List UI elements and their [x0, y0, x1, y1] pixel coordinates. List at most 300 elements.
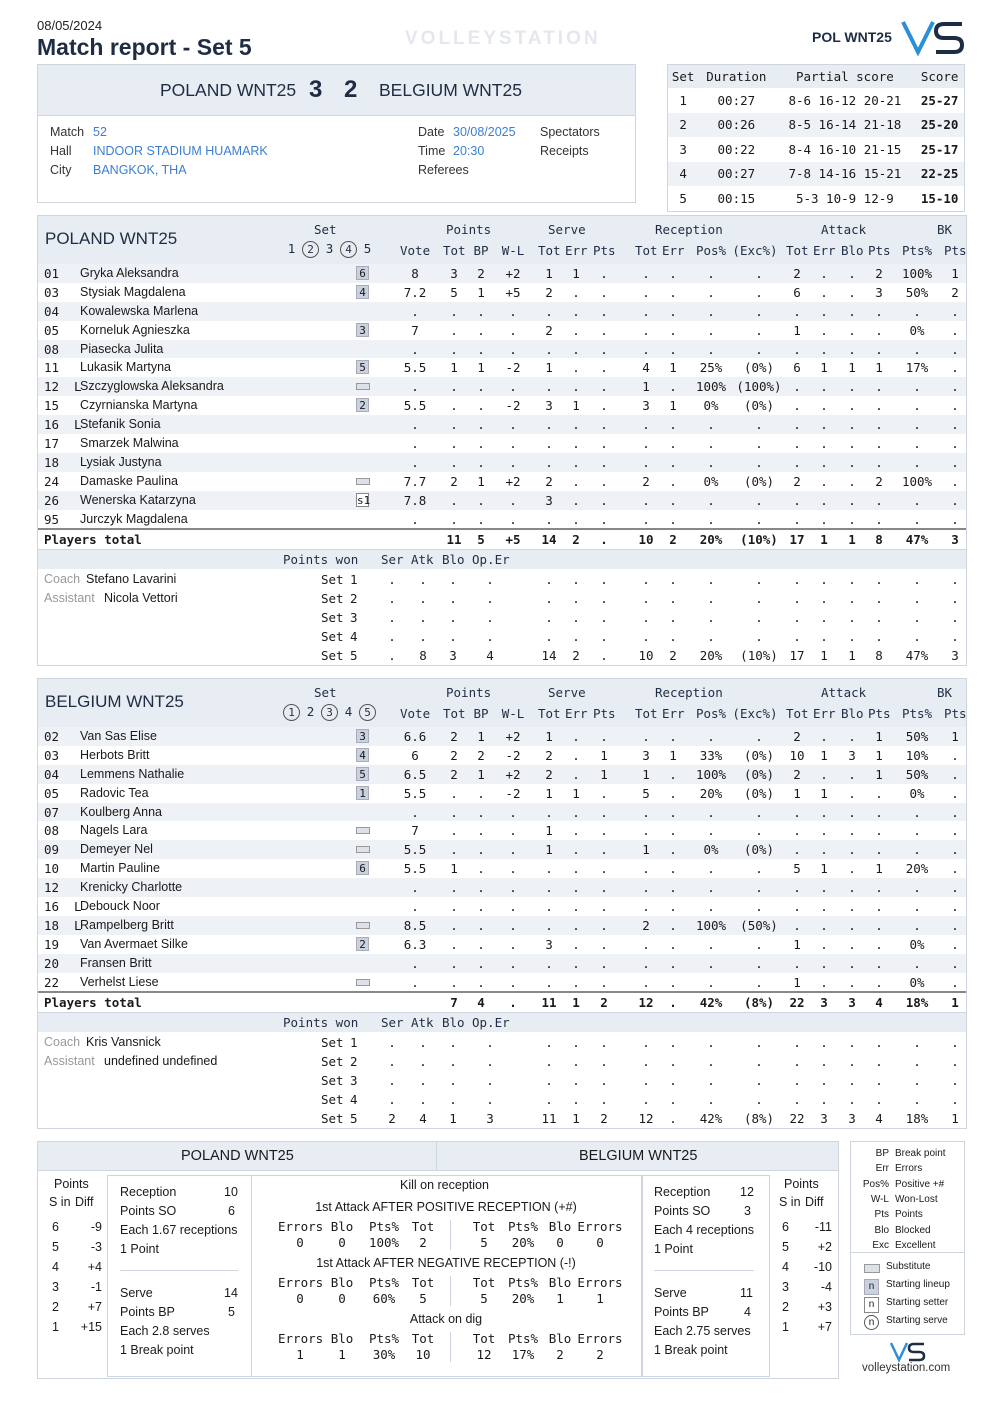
points-won-header — [38, 550, 966, 569]
stat-cell: . — [951, 303, 959, 319]
stat-cell: . — [600, 322, 608, 338]
stat-cell: . — [600, 899, 608, 915]
stat-cell: 3 — [545, 936, 553, 952]
points-bp-label: Points BP — [654, 1305, 709, 1319]
stat-cell: (0%) — [743, 785, 775, 801]
legend-desc: Won-Lost — [895, 1193, 938, 1205]
stat-cell: . — [600, 266, 608, 281]
stat-cell: . — [951, 379, 959, 395]
stat-cell: 2 — [545, 473, 553, 489]
stat-cell: . — [820, 379, 828, 395]
stat-cell: . — [509, 804, 517, 820]
set-index: 1 — [350, 1035, 358, 1051]
stat-cell: 4 — [642, 360, 650, 376]
stat-cell: . — [572, 729, 580, 744]
stat-cell: . — [951, 322, 959, 338]
set-stat-cell: 17 — [789, 648, 805, 664]
set-label: Set — [321, 1092, 344, 1108]
total-cell: 22 — [789, 995, 805, 1011]
set-duration: 00:26 — [698, 113, 774, 138]
set-stat-cell: . — [913, 1092, 921, 1108]
set-pw-cell: . — [449, 1035, 457, 1051]
set-stat-cell: (10%) — [740, 648, 778, 664]
stat-cell: 6 — [411, 747, 419, 763]
rotation-diff: +4 — [87, 1260, 102, 1274]
kill-header: Pts% — [507, 1331, 539, 1346]
player-name: Lysiak Justyna — [80, 454, 162, 469]
player-row — [38, 396, 966, 415]
stat-cell: . — [600, 974, 608, 990]
stat-cell: . — [411, 899, 419, 915]
stat-cell: . — [509, 436, 517, 452]
stat-cell: . — [913, 398, 921, 414]
stat-cell: . — [848, 823, 856, 839]
set-number: 3 — [321, 704, 338, 721]
sub-header: Pts — [944, 706, 967, 721]
kill-header: Errors — [278, 1219, 324, 1234]
kill-value: 0 — [338, 1291, 346, 1306]
stat-cell: . — [755, 436, 763, 452]
stat-cell: . — [913, 379, 921, 395]
stat-cell: 5 — [793, 861, 801, 877]
set-stat-cell: . — [669, 1073, 677, 1089]
starting-position: 2 — [356, 398, 369, 412]
player-row — [38, 472, 966, 491]
set-stat-cell: . — [707, 1035, 715, 1051]
sub-header: BP — [473, 243, 489, 258]
stat-cell: 1 — [669, 360, 677, 376]
stat-cell: . — [600, 492, 608, 508]
stat-cell: . — [755, 492, 763, 508]
set-stat-cell: . — [951, 1092, 959, 1108]
stat-cell: . — [600, 379, 608, 395]
hall-label: Hall — [50, 144, 72, 158]
stat-cell: . — [545, 899, 553, 915]
points-bp-value: 5 — [228, 1305, 235, 1319]
kill-value: 0 — [556, 1235, 564, 1250]
stat-cell: . — [477, 955, 485, 971]
stat-cell: . — [642, 454, 650, 470]
stat-cell: 5.5 — [403, 398, 427, 414]
stat-cell: . — [755, 899, 763, 915]
stat-cell: . — [848, 880, 856, 896]
stat-cell: . — [642, 322, 650, 338]
stat-cell: . — [820, 492, 828, 508]
stat-cell: . — [951, 766, 959, 782]
stat-cell: 0% — [909, 322, 925, 338]
set-number: 5 — [359, 704, 376, 721]
total-cell: (10%) — [740, 532, 778, 548]
stat-cell: . — [793, 341, 801, 357]
set-stat-cell: . — [848, 591, 856, 607]
bk-header: BK — [937, 222, 953, 237]
stat-cell: 50% — [905, 729, 929, 744]
starting-position: 3 — [356, 323, 369, 337]
player-number: 12 — [44, 880, 60, 896]
kill-header: Blo — [548, 1275, 572, 1290]
stat-cell: . — [951, 785, 959, 801]
set-pw-cell: . — [486, 1035, 494, 1051]
date-label: Date — [418, 125, 445, 139]
stat-cell: . — [600, 842, 608, 858]
substitute-marker-icon — [864, 1264, 880, 1273]
kill-header: Tot — [472, 1275, 496, 1290]
set-label: Set — [321, 572, 344, 588]
stat-cell: 5.5 — [403, 360, 427, 376]
set-number-header — [359, 241, 376, 256]
player-name: Szczyglowska Aleksandra — [80, 379, 224, 394]
each-reception: Each 1.67 receptions — [120, 1223, 238, 1237]
stat-cell: . — [600, 955, 608, 971]
sub-header: Tot — [443, 706, 466, 721]
starting-position: 6 — [356, 266, 369, 280]
stat-cell: 20% — [699, 785, 723, 801]
set-number: 5 — [679, 190, 687, 206]
starting-position: 5 — [356, 767, 369, 781]
reception-header: Reception — [655, 222, 723, 237]
stat-cell: . — [707, 899, 715, 915]
stat-cell: . — [755, 322, 763, 338]
stat-cell: . — [572, 955, 580, 971]
op-err-label: Op.Er — [472, 552, 510, 568]
players-total-row — [38, 528, 966, 550]
player-row — [38, 954, 966, 973]
legend-abbr: BP — [875, 1148, 889, 1159]
stat-cell: . — [600, 729, 608, 744]
stat-cell: +5 — [505, 284, 521, 300]
stat-cell: 2 — [450, 747, 458, 763]
stat-cell: . — [477, 511, 485, 527]
stat-cell: 1 — [450, 360, 458, 376]
kill-header: Blo — [330, 1331, 354, 1346]
player-row — [38, 510, 966, 529]
set-pw-cell: . — [449, 572, 457, 588]
sub-header: Err — [565, 243, 588, 258]
player-name: Lukasik Martyna — [80, 360, 172, 375]
set-pw-cell: . — [388, 1054, 396, 1070]
libero-flag: L — [74, 917, 82, 933]
set-stat-cell: 1 — [572, 1111, 580, 1127]
stat-cell: . — [755, 804, 763, 820]
sub-header: Tot — [786, 706, 809, 721]
stat-cell: . — [450, 936, 458, 952]
stat-cell: 3 — [545, 398, 553, 414]
set-pw-cell: . — [486, 1073, 494, 1089]
set-stat-cell: . — [642, 572, 650, 588]
set-stat-cell: . — [820, 610, 828, 626]
player-row — [38, 821, 966, 840]
stat-cell: . — [875, 303, 883, 319]
total-cell: . — [509, 995, 517, 1011]
set-index: 2 — [350, 1054, 358, 1070]
stat-cell: . — [509, 303, 517, 319]
sub-header: Vote — [400, 706, 431, 721]
team-code: POL WNT25 — [812, 29, 892, 45]
total-cell: 1 — [951, 995, 959, 1011]
total-cell: 17 — [789, 532, 805, 548]
total-cell: 8 — [875, 532, 883, 548]
player-number: 09 — [44, 842, 60, 858]
stat-cell: 5 — [642, 785, 650, 801]
set-number: 3 — [679, 141, 687, 157]
stat-cell: . — [707, 511, 715, 527]
stat-cell: . — [411, 511, 419, 527]
legend-desc: Break point — [895, 1148, 946, 1159]
sub-header: Err — [813, 243, 836, 258]
player-number: 05 — [44, 322, 60, 338]
stat-cell: 1 — [875, 360, 883, 376]
stat-cell: . — [755, 974, 763, 990]
total-cell: 47% — [905, 532, 929, 548]
set-stat-cell: . — [820, 572, 828, 588]
sub-header: Tot — [538, 706, 561, 721]
stat-cell: . — [707, 823, 715, 839]
stat-cell: . — [848, 729, 856, 744]
legend-abbr: Blo — [874, 1224, 889, 1236]
kill-value: 1 — [556, 1291, 564, 1306]
points-so-label: Points SO — [654, 1204, 711, 1218]
stat-cell: 33% — [699, 747, 723, 763]
kill-header: Errors — [278, 1331, 324, 1346]
kill-value: 1 — [596, 1291, 604, 1306]
stat-cell: . — [793, 880, 801, 896]
rotation-number: 4 — [52, 1260, 59, 1274]
stat-cell: . — [450, 511, 458, 527]
team-name: POLAND WNT25 — [45, 229, 178, 248]
stat-cell: . — [820, 917, 828, 933]
player-name: Korneluk Agnieszka — [80, 322, 190, 337]
stat-cell: . — [642, 341, 650, 357]
stat-cell: . — [509, 417, 517, 433]
stat-cell: . — [642, 729, 650, 744]
stat-cell: 6.5 — [403, 766, 427, 782]
stat-cell: 3 — [875, 284, 883, 300]
stat-cell: . — [600, 284, 608, 300]
stat-cell: 1 — [951, 266, 959, 281]
set-stat-cell: . — [875, 1092, 883, 1108]
stat-cell: . — [477, 917, 485, 933]
legend-abbr: Err — [875, 1163, 889, 1175]
sub-header: Pts — [868, 243, 891, 258]
stat-cell: . — [545, 955, 553, 971]
player-row — [38, 453, 966, 472]
player-row — [38, 765, 966, 784]
team-section — [37, 215, 967, 666]
stat-cell: 2 — [450, 473, 458, 489]
stat-cell: . — [572, 974, 580, 990]
stat-cell: . — [545, 511, 553, 527]
rotation-diff: -4 — [820, 1280, 832, 1294]
player-row — [38, 935, 966, 954]
legend-abbr: Pos% — [862, 1178, 889, 1190]
stat-cell: . — [951, 473, 959, 489]
substitute-marker — [356, 922, 370, 929]
stat-cell: . — [572, 303, 580, 319]
stat-cell: 1 — [477, 473, 485, 489]
set-index: 3 — [350, 1073, 358, 1089]
stat-cell: (0%) — [743, 747, 775, 763]
set-stat-cell: . — [600, 591, 608, 607]
set-number: 4 — [340, 241, 357, 258]
stat-cell: . — [669, 266, 677, 281]
set-stat-cell: . — [572, 1054, 580, 1070]
stat-cell: 5.5 — [403, 785, 427, 801]
stat-cell: . — [545, 880, 553, 896]
stat-cell: . — [477, 303, 485, 319]
stat-cell: 0% — [703, 473, 719, 489]
kill-value: 10 — [415, 1347, 431, 1362]
stat-cell: 5.5 — [403, 861, 427, 877]
set-score: 15-10 — [920, 190, 959, 206]
set-pw-cell: . — [419, 1092, 427, 1108]
player-number: 19 — [44, 936, 60, 952]
stat-cell: . — [600, 936, 608, 952]
kill-header: Blo — [548, 1219, 572, 1234]
set-number-header — [340, 704, 357, 719]
legend-marker-label: Starting lineup — [886, 1279, 950, 1290]
stat-cell: . — [600, 417, 608, 433]
stat-cell: 1 — [820, 747, 828, 763]
kill-block-divider — [450, 1332, 451, 1362]
stat-cell: . — [600, 473, 608, 489]
set-pw-cell: . — [419, 591, 427, 607]
stat-cell: . — [411, 341, 419, 357]
stat-cell: . — [411, 804, 419, 820]
stat-cell: . — [572, 861, 580, 877]
player-number: 07 — [44, 804, 60, 820]
player-number: 24 — [44, 473, 60, 489]
legend-marker-label: Starting setter — [886, 1297, 949, 1308]
set-stat-cell: . — [875, 629, 883, 645]
stat-cell: . — [600, 511, 608, 527]
player-row — [38, 264, 966, 283]
stat-cell: . — [848, 284, 856, 300]
stat-cell: . — [669, 861, 677, 877]
stat-cell: . — [669, 974, 677, 990]
assistant-name: Nicola Vettori — [104, 591, 178, 606]
stat-cell: . — [820, 303, 828, 319]
stat-cell: . — [913, 899, 921, 915]
stat-cell: . — [755, 823, 763, 839]
stat-cell: . — [707, 880, 715, 896]
stat-cell: 3 — [545, 492, 553, 508]
stat-cell: 0% — [909, 974, 925, 990]
rotation-diff: +15 — [80, 1320, 102, 1334]
set-stat-cell: . — [793, 1054, 801, 1070]
set-stat-cell: . — [669, 610, 677, 626]
stat-cell: . — [820, 341, 828, 357]
stat-cell: . — [848, 322, 856, 338]
legend-marker-label: Starting serve — [886, 1315, 948, 1326]
stat-cell: . — [600, 436, 608, 452]
points-won-label: Points won — [283, 552, 359, 568]
stat-cell: . — [572, 511, 580, 527]
stat-cell: 6 — [793, 360, 801, 376]
match-label: Match — [50, 125, 85, 139]
stat-cell: . — [707, 454, 715, 470]
kill-block-title: Attack on dig — [409, 1312, 483, 1326]
set-pw-cell: 8 — [419, 648, 427, 664]
kill-value: 2 — [556, 1347, 564, 1362]
set-pw-cell: . — [388, 572, 396, 588]
stat-cell: . — [669, 842, 677, 858]
kill-block-title: 1st Attack AFTER NEGATIVE RECEPTION (-!) — [316, 1256, 576, 1270]
stat-cell: 8 — [411, 266, 419, 281]
stat-cell: 50% — [905, 766, 929, 782]
stat-cell: 0% — [703, 842, 719, 858]
rotation-number: 3 — [52, 1280, 59, 1294]
stat-cell: . — [848, 379, 856, 395]
stat-cell: 1 — [848, 360, 856, 376]
player-row — [38, 434, 966, 453]
rotation-diff: +7 — [817, 1320, 832, 1334]
total-cell: 2 — [600, 995, 608, 1011]
summary-header — [38, 1142, 838, 1171]
stat-cell: . — [572, 322, 580, 338]
set-duration: 00:27 — [717, 92, 756, 108]
stat-cell: 1 — [477, 284, 485, 300]
rotation-number: 5 — [782, 1240, 789, 1254]
stat-cell: . — [669, 454, 677, 470]
stat-cell: . — [477, 842, 485, 858]
stat-cell: . — [669, 322, 677, 338]
set-stat-cell: . — [793, 610, 801, 626]
stat-cell: . — [707, 303, 715, 319]
stat-cell: . — [669, 785, 677, 801]
stat-cell: 1 — [545, 266, 553, 281]
set-stat-cell: . — [669, 629, 677, 645]
player-row — [38, 321, 966, 340]
set-number: 2 — [306, 704, 315, 719]
sub-header: Tot — [538, 243, 561, 258]
set-number-header — [321, 241, 338, 256]
stat-cell: . — [642, 436, 650, 452]
set-row — [668, 137, 965, 162]
stat-cell: . — [509, 955, 517, 971]
stat-cell: . — [411, 955, 419, 971]
set-stat-cell: . — [600, 1092, 608, 1108]
stat-cell: . — [793, 454, 801, 470]
report-date: 08/05/2024 — [37, 18, 103, 33]
stat-cell: . — [793, 823, 801, 839]
total-cell: 14 — [541, 532, 557, 548]
stat-cell: . — [913, 842, 921, 858]
each-reception: Each 4 receptions — [654, 1223, 755, 1237]
set-stat-cell: . — [848, 1073, 856, 1089]
set-number: 4 — [344, 704, 353, 719]
stat-cell: . — [477, 880, 485, 896]
set-stat-cell: 1 — [951, 1111, 959, 1127]
summary-panel — [37, 1141, 839, 1379]
stat-cell: . — [545, 417, 553, 433]
total-cell: . — [669, 995, 677, 1011]
stat-cell: . — [913, 454, 921, 470]
set-rows — [38, 569, 966, 665]
stat-cell: . — [642, 823, 650, 839]
libero-flag: L — [74, 899, 82, 915]
set-stat-cell: . — [572, 572, 580, 588]
set-stat-cell: 18% — [905, 1111, 929, 1127]
stat-cell: . — [951, 861, 959, 877]
stat-cell: 1 — [875, 729, 883, 744]
player-number: 18 — [44, 917, 60, 933]
set-stat-cell: . — [820, 1054, 828, 1070]
stat-cell: . — [642, 284, 650, 300]
stat-cell: 10% — [905, 747, 929, 763]
summary-divider — [436, 1142, 437, 1170]
rotation-number: 5 — [52, 1240, 59, 1254]
player-row — [38, 727, 966, 746]
